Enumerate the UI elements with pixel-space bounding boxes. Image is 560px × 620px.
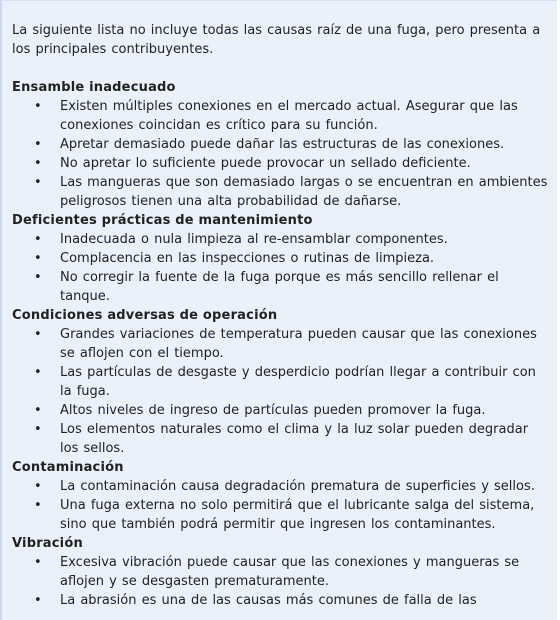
section-heading: Contaminación [12,460,124,475]
bullet-icon: • [34,555,42,570]
bullet-icon: • [34,156,42,171]
list-item: • Altos niveles de ingreso de partículas pueden promover la fuga. [34,403,486,418]
bullet-list [12,230,551,306]
list-item: • No apretar lo suficiente puede provocar un sellado deficiente. [34,156,471,171]
bullet-list [12,97,551,211]
section-heading: Vibración [12,536,83,551]
bullet-icon: • [34,232,42,247]
section-heading: Ensamble inadecuado [12,80,176,95]
list-item: • Los elementos naturales como el clima y la luz solar pueden degradar los sellos. [34,422,529,456]
section-assembly [12,78,551,211]
bullet-icon: • [34,422,42,437]
bullet-list [12,325,551,458]
list-item: • Las mangueras que son demasiado largas o se encuentran en ambientes peligrosos tienen una alta probabilidad de dañarse. [34,175,548,209]
list-item: • Excesiva vibración puede causar que las conexiones y mangueras se aflojen y se desgasten prematuramente. [34,555,520,589]
bullet-icon: • [34,327,42,342]
bullet-icon: • [34,365,42,380]
bullet-icon: • [34,498,42,513]
intro-text: La siguiente lista no incluye todas las causas raíz de una fuga, pero presenta a los principales contribuyentes. [12,23,541,57]
list-item: • Una fuga externa no solo permitirá que el lubricante salga del sistema, sino que también podrá permitir que ingresen los contaminantes. [34,498,535,532]
section-contamination [12,458,551,534]
bullet-list [12,477,551,534]
bullet-icon: • [34,99,42,114]
section-operating-conditions [12,306,551,458]
section-heading: Condiciones adversas de operación [12,308,278,323]
bullet-list [12,553,551,610]
list-item: • Grandes variaciones de temperatura pueden causar que las conexiones se aflojen con el tiempo. [34,327,537,361]
bullet-icon: • [34,403,42,418]
list-item: • Existen múltiples conexiones en el mercado actual. Asegurar que las conexiones coincidan es crítico para su función. [34,99,518,133]
list-item: • La abrasión es una de las causas más comunes de falla de las [34,593,477,608]
section-vibration [12,534,551,610]
bullet-icon: • [34,137,42,152]
list-item: • La contaminación causa degradación prematura de superficies y sellos. [34,479,535,494]
bullet-icon: • [34,175,42,190]
section-maintenance [12,211,551,306]
list-item: • Apretar demasiado puede dañar las estructuras de las conexiones. [34,137,505,152]
list-item: • Inadecuada o nula limpieza al re-ensamblar componentes. [34,232,448,247]
list-item: • No corregir la fuente de la fuga porque es más sencillo rellenar el tanque. [34,270,499,304]
bullet-icon: • [34,270,42,285]
list-item: • Las partículas de desgaste y desperdicio podrían llegar a contribuir con la fuga. [34,365,536,399]
section-heading: Deficientes prácticas de mantenimiento [12,213,313,228]
bullet-icon: • [34,251,42,266]
list-item: • Complacencia en las inspecciones o rutinas de limpieza. [34,251,435,266]
bullet-icon: • [34,479,42,494]
bullet-icon: • [34,593,42,608]
